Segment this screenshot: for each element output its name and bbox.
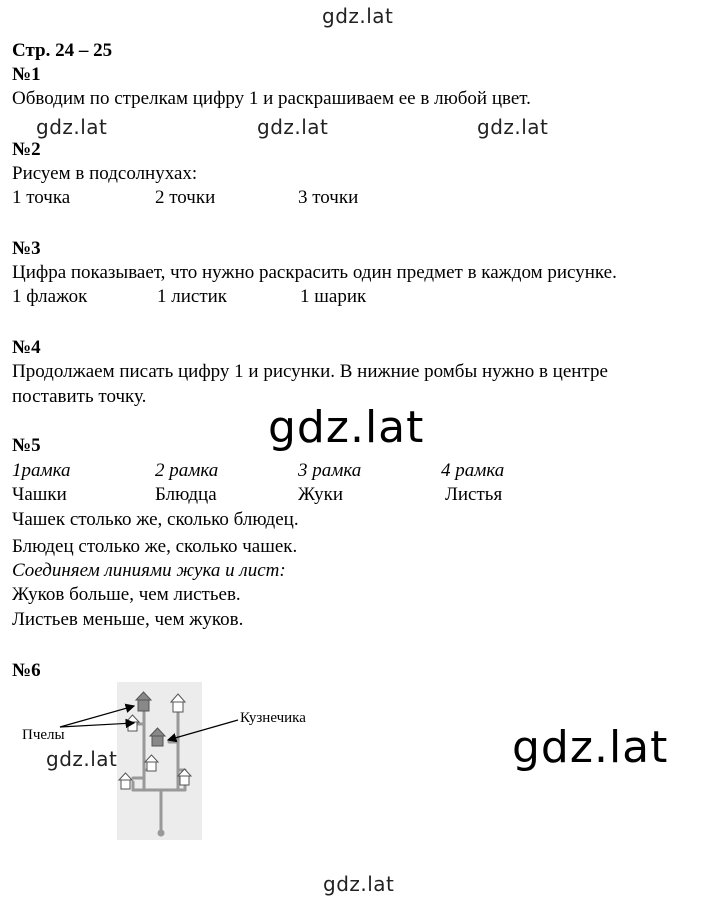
- task-3-item: 1 шарик: [300, 286, 367, 307]
- watermark-right: gdz.lat: [512, 722, 669, 773]
- task-3-item: 1 листик: [157, 286, 228, 307]
- task-5-line-4: Жуков больше, чем листьев.: [12, 584, 241, 605]
- task-3-item: 1 флажок: [12, 286, 88, 307]
- task-5-line-2: Блюдец столько же, сколько чашек.: [12, 536, 298, 557]
- watermark-bottom: gdz.lat: [323, 872, 395, 896]
- watermark-row-3: gdz.lat: [477, 115, 549, 139]
- watermark-top: gdz.lat: [322, 4, 394, 28]
- task-3-number: №3: [12, 238, 41, 259]
- task-1-number: №1: [12, 64, 41, 85]
- task-1-text: Обводим по стрелкам цифру 1 и раскрашиваем ее в любой цвет.: [12, 88, 531, 109]
- task-4-number: №4: [12, 337, 41, 358]
- task-2-text: Рисуем в подсолнухах:: [12, 163, 198, 184]
- task-5-frame: 3 рамка: [298, 460, 362, 481]
- task-4-line-1: Продолжаем писать цифру 1 и рисунки. В нижние ромбы нужно в центре: [12, 361, 608, 382]
- task-3-text: Цифра показывает, что нужно раскрасить один предмет в каждом рисунке.: [12, 262, 617, 283]
- task-5-object: Листья: [445, 484, 503, 505]
- watermark-row-2: gdz.lat: [257, 115, 329, 139]
- watermark-figure: gdz.lat: [46, 747, 118, 771]
- task-2-number: №2: [12, 139, 41, 160]
- task-5-number: №5: [12, 435, 41, 456]
- task-2-item: 3 точки: [298, 187, 359, 208]
- task-6-number: №6: [12, 660, 41, 681]
- house-icon: [171, 694, 185, 712]
- grasshopper-house-icon: [150, 728, 165, 746]
- house-icon: [119, 773, 132, 789]
- task-5-frame: 2 рамка: [155, 460, 219, 481]
- watermark-middle: gdz.lat: [268, 402, 425, 453]
- house-icon: [145, 755, 158, 771]
- bee-house-icon: [136, 692, 151, 711]
- label-bees: Пчелы: [22, 727, 65, 743]
- root-dot: [158, 830, 165, 837]
- task-5-frame: 1рамка: [12, 460, 71, 481]
- task-5-line-5: Листьев меньше, чем жуков.: [12, 609, 244, 630]
- task-4-line-2: поставить точку.: [12, 386, 147, 407]
- task-5-object: Жуки: [298, 484, 343, 505]
- task-2-item: 1 точка: [12, 187, 71, 208]
- watermark-row-1: gdz.lat: [36, 115, 108, 139]
- task-5-line-3: Соединяем линиями жука и лист:: [12, 560, 286, 581]
- task-5-object: Блюдца: [155, 484, 217, 505]
- task-5-object: Чашки: [12, 484, 67, 505]
- task-5-line-1: Чашек столько же, сколько блюдец.: [12, 509, 299, 530]
- task-2-item: 2 точки: [155, 187, 216, 208]
- label-grasshopper: Кузнечика: [240, 710, 306, 726]
- tree-diagram: [117, 682, 202, 840]
- tree-figure: [117, 682, 202, 840]
- task-5-frame: 4 рамка: [441, 460, 505, 481]
- house-icon: [126, 715, 139, 731]
- page-title: Стр. 24 – 25: [12, 40, 113, 61]
